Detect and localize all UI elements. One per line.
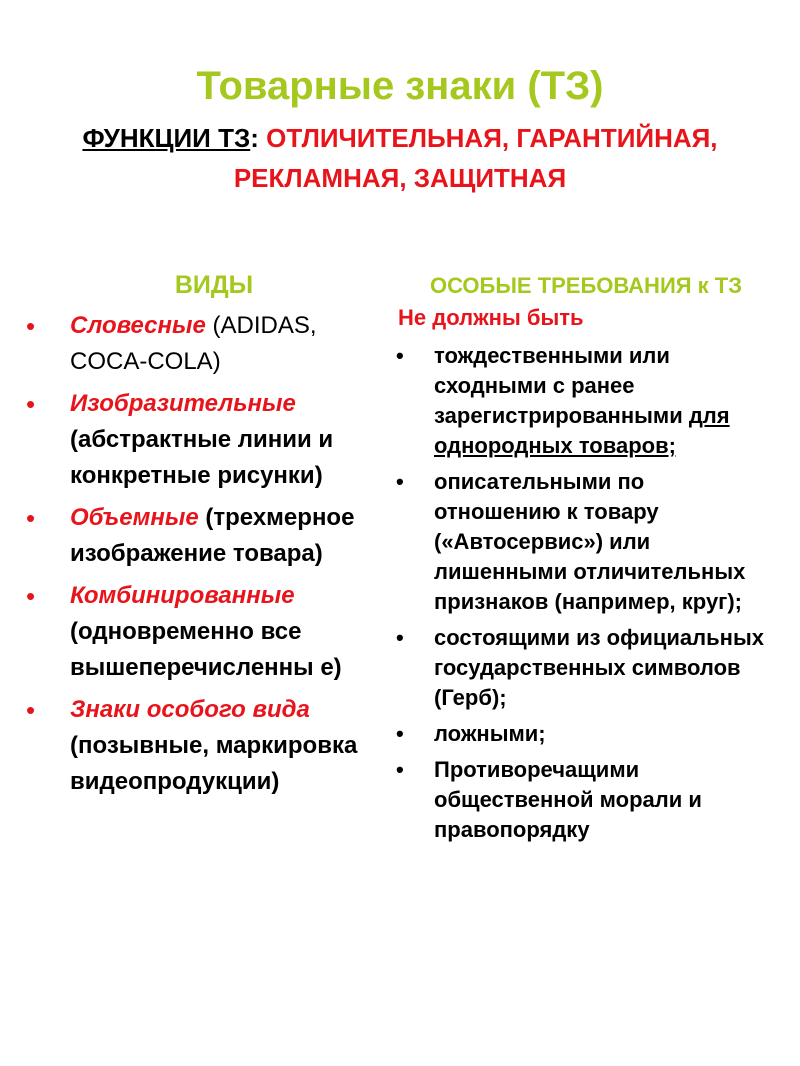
type-description: (одновременно все вышеперечисленны е) (70, 618, 342, 681)
bullet-icon: • (396, 469, 404, 494)
bullet-icon: • (396, 343, 404, 368)
list-item (396, 467, 776, 617)
types-heading: ВИДЫ (174, 271, 254, 299)
functions-label: ФУНКЦИИ ТЗ (82, 123, 251, 153)
types-column (24, 270, 384, 806)
must-not-label: Не должны быть (398, 305, 584, 330)
slide-title: Товарные знаки (ТЗ) (196, 64, 604, 108)
bullet-icon: • (396, 721, 404, 746)
bullet-icon: • (26, 503, 36, 533)
type-term: Объемные (70, 504, 199, 531)
bullet-icon: • (396, 757, 404, 782)
requirements-heading: ОСОБЫЕ ТРЕБОВАНИЯ к ТЗ (429, 273, 743, 298)
list-item (24, 692, 384, 800)
requirement-text: описательными по отношению к товару («Автосервис») или лишенными отличительных признаков (например, круг); (434, 469, 746, 614)
list-item (396, 755, 776, 845)
list-item (396, 341, 776, 461)
list-item (24, 578, 384, 686)
type-description: (позывные, маркировка видеопродукции) (70, 732, 358, 795)
type-description: (трехмерное изображение товара) (70, 504, 355, 567)
list-item (396, 719, 776, 749)
list-item (24, 386, 384, 494)
list-item (396, 623, 776, 713)
functions-subtitle (60, 118, 740, 198)
requirement-text: ложными; (434, 721, 546, 746)
type-description: (ADIDAS, COCA-COLA) (70, 312, 317, 375)
functions-list: ОТЛИЧИТЕЛЬНАЯ, ГАРАНТИЙНАЯ, РЕКЛАМНАЯ, ЗАЩИТНАЯ (233, 123, 718, 193)
type-term: Словесные (70, 312, 206, 339)
bullet-icon: • (26, 695, 36, 725)
bullet-icon: • (26, 389, 36, 419)
requirement-text: тождественными или сходными с ранее зарегистрированными (434, 343, 689, 428)
requirements-list (396, 341, 776, 845)
functions-colon: : (250, 123, 259, 153)
list-item (24, 500, 384, 572)
type-term: Комбинированные (70, 582, 295, 609)
requirement-text: состоящими из официальных государственных символов (Герб); (434, 625, 764, 710)
type-description: (абстрактные линии и конкретные рисунки) (70, 426, 334, 489)
requirement-underlined-text: для однородных товаров; (434, 403, 730, 458)
bullet-icon: • (26, 311, 36, 341)
requirements-column (396, 270, 776, 851)
bullet-icon: • (396, 625, 404, 650)
types-list (24, 308, 384, 800)
list-item (24, 308, 384, 380)
requirement-text: Противоречащими общественной морали и правопорядку (434, 757, 702, 842)
bullet-icon: • (26, 581, 36, 611)
type-term: Знаки особого вида (70, 696, 310, 723)
type-term: Изобразительные (70, 390, 296, 417)
